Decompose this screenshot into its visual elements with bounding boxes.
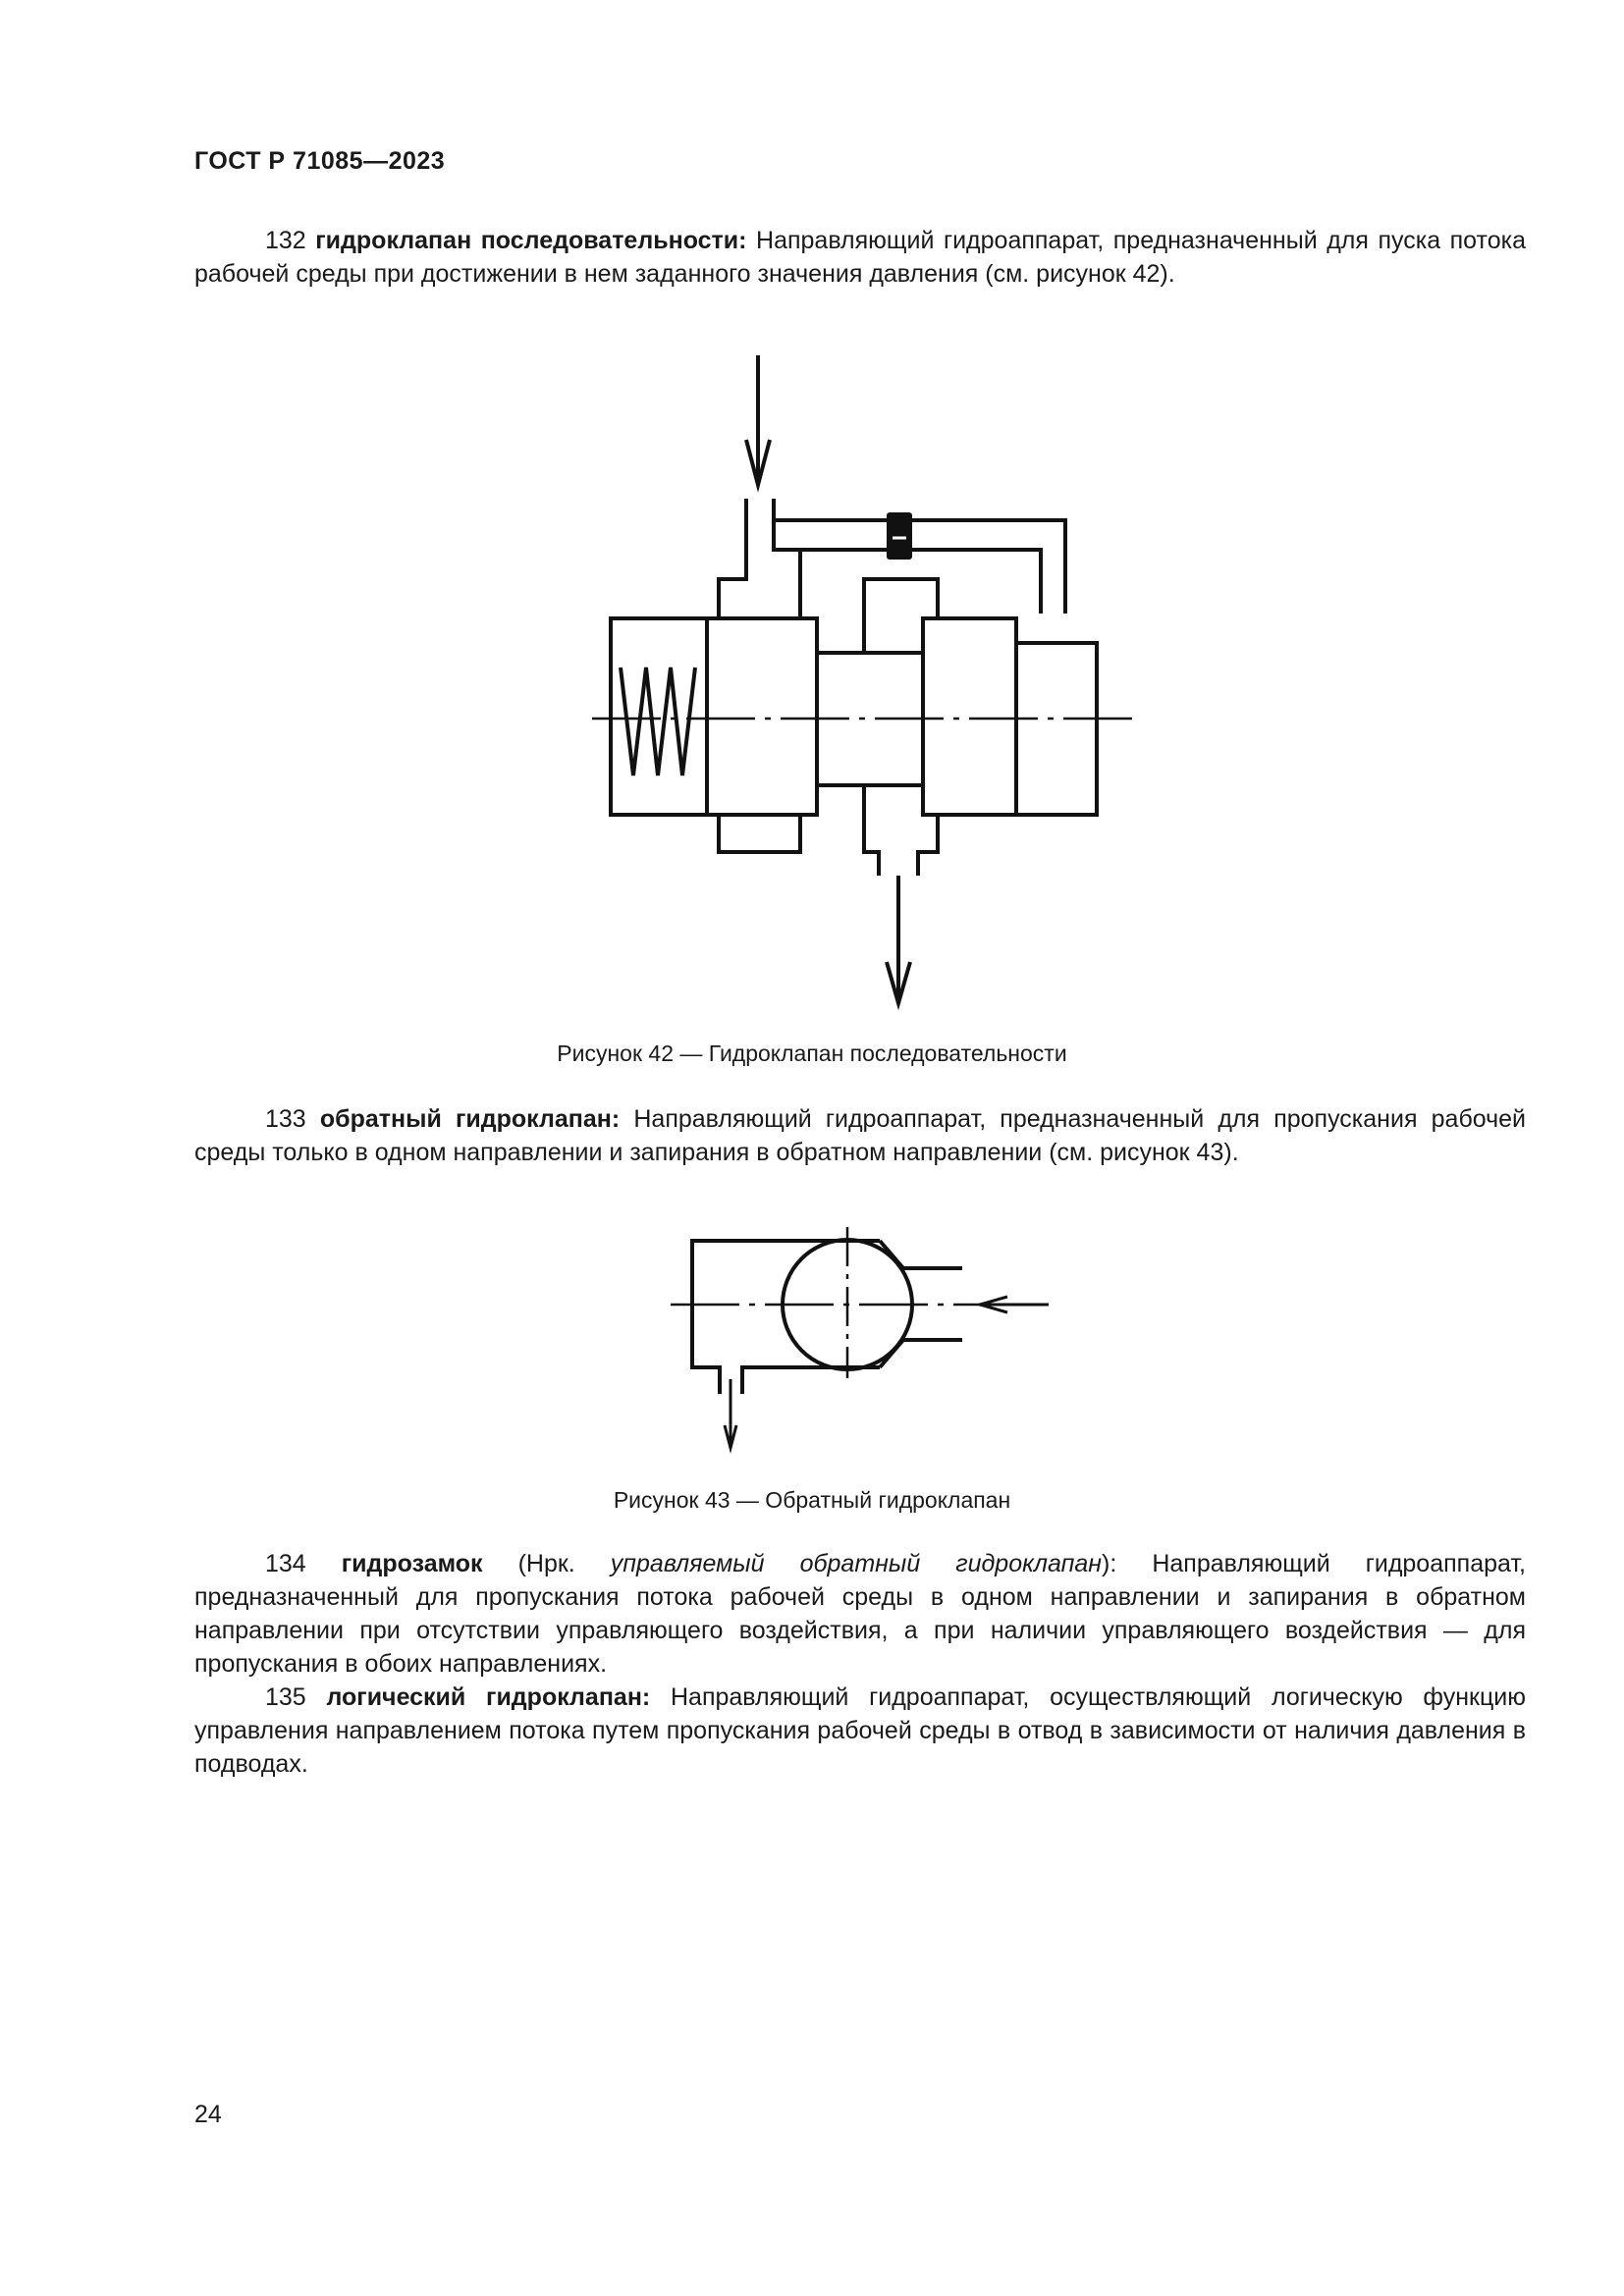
entry-135 [194,1681,1526,1781]
entry-number: 132 [265,227,306,254]
figure-42-caption: Рисунок 42 — Гидроклапан последовательности [557,1041,1067,1066]
entry-134 [194,1547,1526,1681]
entry-term: логический гидроклапан: [326,1683,651,1711]
entry-definition: Направляющий гидроаппарат, предназначенный для пропускания рабочей среды только в одном направлении и запирания в обратном направлении (см. рисунок 43). [194,1105,1527,1166]
entry-term: гидроклапан последовательности: [315,227,747,254]
entry-definition: Направляющий гидроаппарат, осуществляющий логическую функцию управления направлением потока путем пропускания рабочей среды в отвод в зависимости от наличия давления в подводах. [194,1683,1526,1778]
entry-note-term: управляемый обратный гидроклапан [610,1550,1103,1577]
page-number: 24 [194,2101,222,2128]
entry-term: обратный гидроклапан: [319,1105,621,1133]
entry-number: 135 [265,1683,306,1711]
figure-43-caption: Рисунок 43 — Обратный гидроклапан [613,1487,1011,1513]
entry-number: 133 [265,1105,306,1133]
entry-definition: ): Направляющий гидроаппарат, предназначенный для пропускания потока рабочей среды в одном направлении и запирания в обратном направлении при отсутствии управляющего воздействия, а при наличии управляющего воздействия — для пропускания в обоих направлениях. [194,1550,1526,1678]
entry-note-prefix: (Нрк. [517,1550,575,1577]
entry-number: 134 [265,1550,306,1577]
entry-definition: Направляющий гидроаппарат, предназначенный для пуска потока рабочей среды при достижении в нем заданного значения давления (см. рисунок 42). [194,227,1527,288]
entry-term: гидрозамок [341,1550,483,1577]
document-header: ГОСТ Р 71085—2023 [194,147,446,175]
